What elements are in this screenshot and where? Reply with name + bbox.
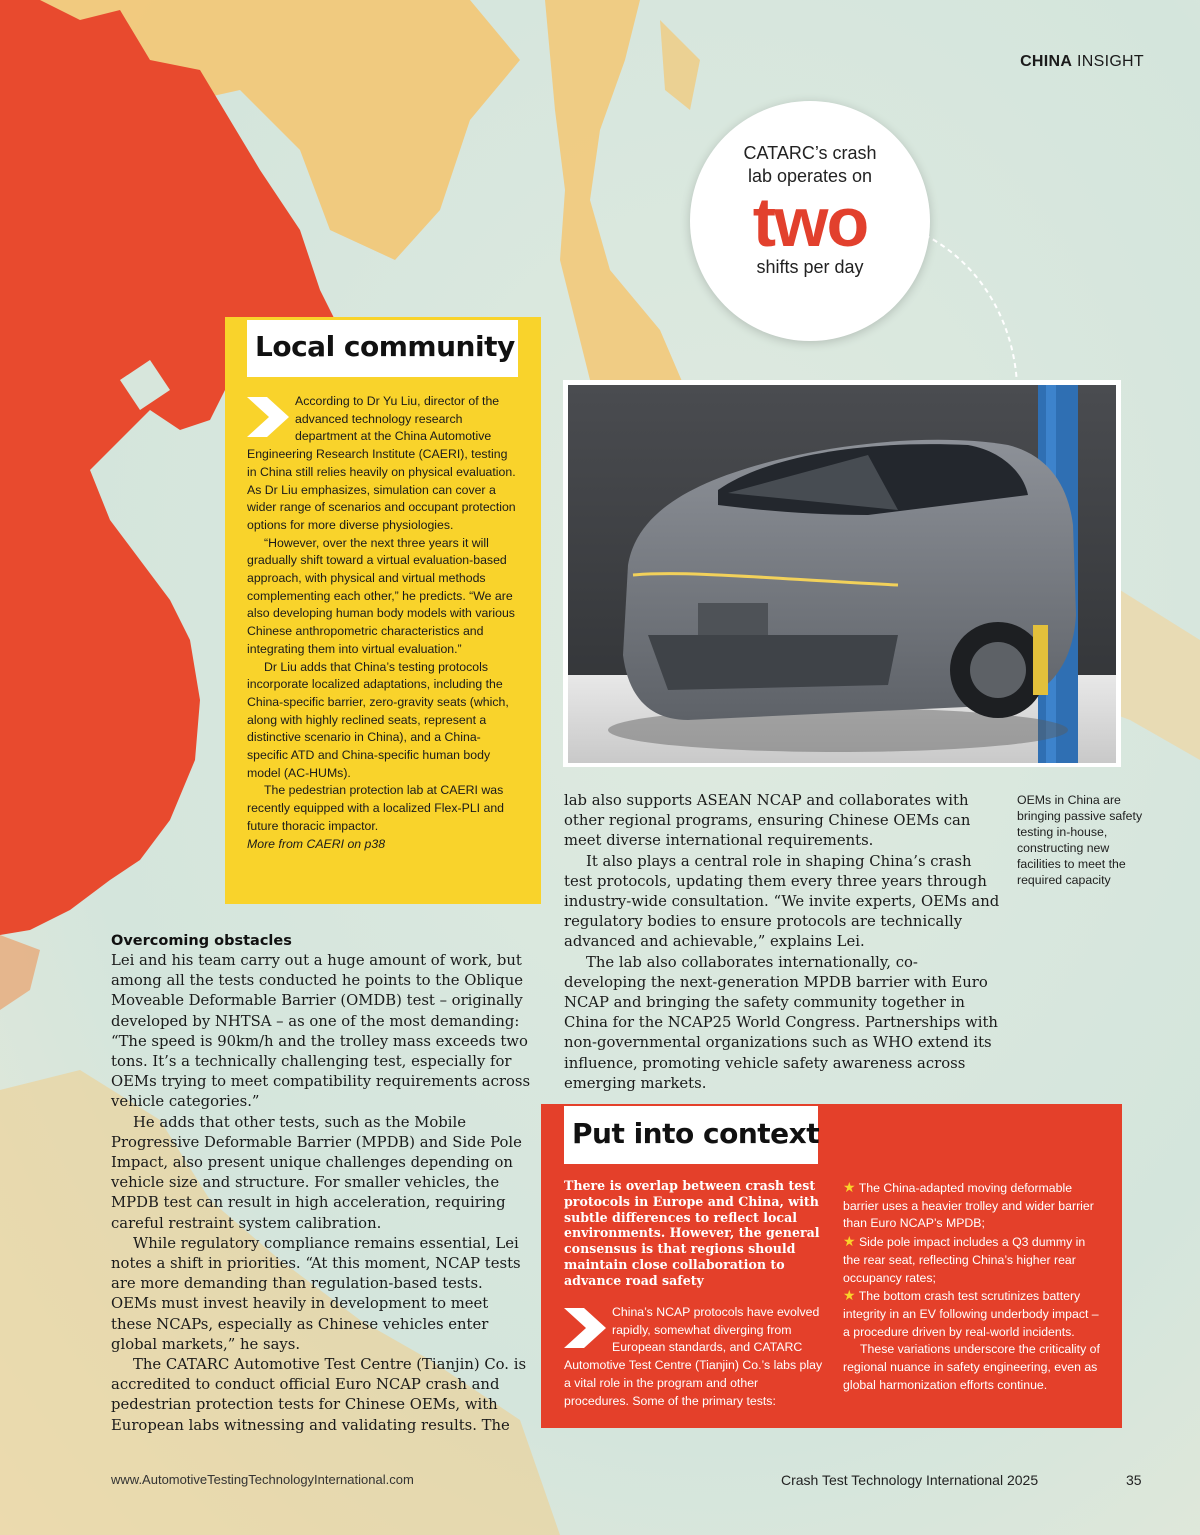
photo-caption: OEMs in China are bringing passive safety testing in-house, constructing new facilities to meet the required capacity xyxy=(1017,793,1143,887)
chevron-right-icon xyxy=(245,395,293,439)
list-item-text: The China-adapted moving deformable barrier uses a heavier trolley and wider barrier than Euro NCAP’s MPDB; xyxy=(843,1181,1094,1231)
section-tag-rest: INSIGHT xyxy=(1077,53,1144,70)
body-paragraph: It also plays a central role in shaping China’s crash test protocols, updating them every three years through industry-wide consultation. “We invite experts, OEMs and regulatory bodies to ensure protocols are technically advanced and achievable,” explains Lei. xyxy=(564,852,1000,951)
page-number: 35 xyxy=(1126,1472,1142,1488)
body-paragraph: lab also supports ASEAN NCAP and collaborates with other regional programs, ensuring Chinese OEMs can meet diverse international requirements. xyxy=(564,792,971,850)
context-intro xyxy=(564,1304,826,1410)
context-list xyxy=(843,1179,1105,1394)
context-lead: There is overlap between crash test protocols in Europe and China, with subtle differences to reflect local environments. However, the general consensus is that regions should maintain close collaboration to advance road safety xyxy=(564,1178,820,1288)
local-paragraph: According to Dr Yu Liu, director of the advanced technology research department at the China Automotive Engineering Research Institute (CAERI), testing in China still relies heavily on physical evaluation. As Dr Liu emphasizes, simulation can cover a wider range of scenarios and occupant protection options for more diverse physiologies. xyxy=(247,394,516,532)
local-community-text xyxy=(247,393,517,853)
local-paragraph: Dr Liu adds that China’s testing protocols incorporate localized adaptations, including the China-specific barrier, zero-gravity seats (which, along with highly reclined seats, represent a distinctive scenario in China), and a China-specific ATD and China-specific human body model (AC-HUMs). xyxy=(247,659,509,780)
body-paragraph: The lab also collaborates internationally, co-developing the next-generation MPDB barrier with Euro NCAP and bringing the safety community together in China for the NCAP25 World Congress. Partnerships with non-governmental organizations such as WHO extend its influence, promoting vehicle safety awareness across emerging markets. xyxy=(564,953,998,1092)
section-tag-bold: CHINA xyxy=(1020,53,1073,70)
more-from-caeri-link: More from CAERI on p38 xyxy=(247,836,386,851)
body-paragraph: The CATARC Automotive Test Centre (Tianjin) Co. is accredited to conduct official Euro NCAP crash and pedestrian protection tests for Chinese OEMs, with European labs witnessing and validating results. The xyxy=(111,1356,527,1434)
footer-url[interactable]: www.AutomotiveTestingTechnologyInternational.com xyxy=(111,1472,414,1487)
star-icon: ★ xyxy=(843,1233,856,1250)
crash-test-photo xyxy=(568,385,1116,763)
local-paragraph: The pedestrian protection lab at CAERI was recently equipped with a localized Flex-PLI and future thoracic impactor. xyxy=(247,783,505,833)
footer-publication: Crash Test Technology International 2025 xyxy=(781,1472,1039,1488)
stat-top-text: CATARC’s crash lab operates on xyxy=(743,143,877,186)
context-intro-text: China’s NCAP protocols have evolved rapidly, somewhat diverging from European standards, and CATARC Automotive Test Centre (Tianjin) Co.’s labs play a vital role in the program and other procedures. Some of the primary tests: xyxy=(564,1305,823,1408)
list-item xyxy=(843,1287,1105,1341)
left-column xyxy=(111,932,531,1436)
list-item-text: The bottom crash test scrutinizes battery integrity in an EV following underbody impact – a procedure driven by real-world incidents. xyxy=(843,1289,1099,1339)
local-community-box xyxy=(225,317,541,904)
star-icon: ★ xyxy=(843,1179,856,1195)
list-item xyxy=(843,1179,1105,1233)
chevron-right-icon xyxy=(562,1306,610,1350)
section-tag xyxy=(1020,53,1144,71)
context-title: Put into context xyxy=(572,1117,820,1150)
local-community-title: Local community xyxy=(255,330,515,363)
local-paragraph: “However, over the next three years it will gradually shift toward a virtual evaluation-based approach, with physical and virtual methods complementing each other,” he predicts. “We are also developing human body models with various Chinese anthropometric characteristics and integrating them into virtual evaluation.” xyxy=(247,535,515,656)
star-icon: ★ xyxy=(843,1287,856,1304)
subheading: Overcoming obstacles xyxy=(111,933,292,949)
stat-number: two xyxy=(752,183,868,261)
body-paragraph: He adds that other tests, such as the Mobile Progressive Deformable Barrier (MPDB) and Side Pole Impact, also present unique challenges depending on vehicle size and structure. For smaller vehicles, the MPDB test can result in high acceleration, requiring careful restraint system calibration. xyxy=(111,1113,522,1232)
body-paragraph: While regulatory compliance remains essential, Lei notes a shift in priorities. “At this moment, NCAP tests are more demanding than regulation-based tests. OEMs must invest heavily in development to meet these NCAPs, especially as Chinese vehicles enter global markets,” he says. xyxy=(111,1234,521,1353)
stat-callout xyxy=(690,101,930,341)
list-item-text: Side pole impact includes a Q3 dummy in the rear seat, reflecting China’s higher rear occupancy rates; xyxy=(843,1235,1086,1285)
middle-column xyxy=(564,791,1000,1094)
list-item xyxy=(843,1233,1105,1287)
stat-bottom-text: shifts per day xyxy=(756,257,864,277)
body-paragraph: Lei and his team carry out a huge amount of work, but among all the tests conducted he points to the Oblique Moveable Deformable Barrier (OMDB) test – originally developed by NHTSA – as one of the most demanding: “The speed is 90km/h and the trolley mass exceeds two tons. It’s a technically challenging test, especially for OEMs trying to meet compatibility requirements across vehicle categories.” xyxy=(111,952,531,1111)
put-into-context-box xyxy=(541,1104,1122,1428)
context-closing: These variations underscore the criticality of regional nuance in safety engineering, even as global harmonization efforts continue. xyxy=(843,1342,1100,1392)
local-community-title-bg xyxy=(247,320,518,377)
crash-photo-frame xyxy=(563,380,1121,767)
context-title-bg xyxy=(564,1106,818,1164)
